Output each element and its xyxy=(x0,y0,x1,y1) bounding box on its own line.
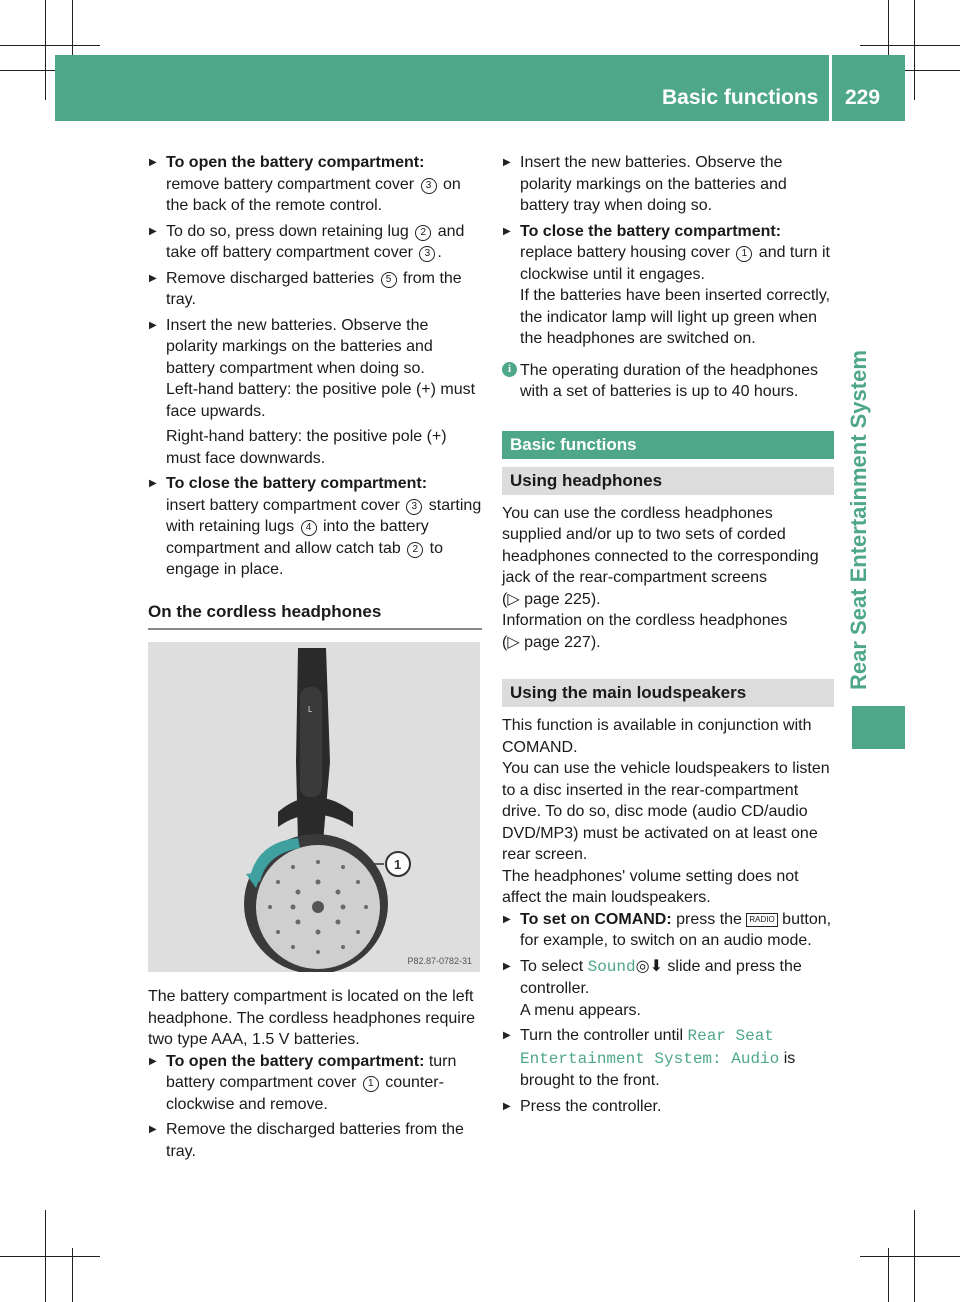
callout-marker: 3 xyxy=(419,246,435,262)
crop-mark xyxy=(860,45,960,46)
step-open-compartment: ▶ To open the battery compartment: remove battery compartment cover 3 on the back of the remote control. xyxy=(148,152,482,217)
step-close-compartment: ▶ To close the battery compartment: insert battery compartment cover 3 starting with retaining lugs 4 into the battery compartment and allow catch tab 2 to engage in place. xyxy=(148,473,482,581)
crop-mark xyxy=(905,70,960,71)
section-heading-basic-functions: Basic functions xyxy=(502,431,834,459)
crop-mark xyxy=(914,1210,915,1302)
chapter-tab xyxy=(852,706,905,749)
crop-mark xyxy=(860,1256,960,1257)
headphone-figure xyxy=(148,642,480,972)
crop-mark xyxy=(45,1210,46,1302)
step-turn-controller: ▶ Turn the controller until Rear Seat Entertainment System: Audio is brought to the front. xyxy=(502,1025,834,1092)
callout-marker: 5 xyxy=(381,272,397,288)
svg-text:1: 1 xyxy=(394,857,402,872)
subheading-main-loudspeakers: Using the main loudspeakers xyxy=(502,679,834,707)
callout-marker: 3 xyxy=(421,178,437,194)
step-press-lug: ▶ To do so, press down retaining lug 2 and take off battery compartment cover 3 . xyxy=(148,221,482,264)
step-insert-new-batteries: ▶ Insert the new batteries. Observe the polarity markings on the batteries and battery tray when doing so. xyxy=(502,152,834,217)
left-column xyxy=(148,152,482,638)
crop-mark xyxy=(0,45,100,46)
step-remove-discharged: ▶ Remove the discharged batteries from the tray. xyxy=(148,1119,482,1162)
left-column-lower: The battery compartment is located on the left headphone. The cordless headphones require two type AAA, 1.5 V batteries. ▶ To open the battery compartment: turn battery compartment cover 1 counter-clockwise and remove. ▶ Remove the discharged batteries from the tray. xyxy=(148,986,482,1166)
controller-icon: ◎⬇ xyxy=(635,957,663,975)
crop-mark xyxy=(888,1248,889,1302)
step-open-headphone-compartment: ▶ To open the battery compartment: turn battery compartment cover 1 counter-clockwise and remove. xyxy=(148,1051,482,1116)
crop-mark xyxy=(72,1248,73,1302)
callout-marker: 4 xyxy=(301,520,317,536)
page-number: 229 xyxy=(845,86,881,109)
subheading-using-headphones: Using headphones xyxy=(502,467,834,495)
info-note: i The operating duration of the headphones with a set of batteries is up to 40 hours. xyxy=(502,360,834,403)
step-select-sound: ▶ To select Sound◎⬇ slide and press the controller. A menu appears. xyxy=(502,956,834,1022)
figure-code: P82.87-0782-31 xyxy=(407,956,472,966)
crop-mark xyxy=(888,0,889,55)
crop-mark xyxy=(45,0,46,100)
step-remove-batteries: ▶ Remove discharged batteries 5 from the tray. xyxy=(148,268,482,311)
callout-marker: 1 xyxy=(363,1076,379,1092)
header-divider xyxy=(829,55,832,121)
crop-mark xyxy=(72,0,73,55)
svg-text:L: L xyxy=(308,705,313,714)
page-title: Basic functions xyxy=(662,86,819,109)
headphone-illustration xyxy=(148,642,480,972)
crop-mark xyxy=(0,1256,100,1257)
step-close-headphone-compartment: ▶ To close the battery compartment: replace battery housing cover 1 and turn it clockwise until it engages. If the batteries have been inserted correctly, the indicator lamp will light up green when the headphones are switched on. xyxy=(502,221,834,350)
radio-button-icon: RADIO xyxy=(746,913,777,927)
callout-marker: 2 xyxy=(407,542,423,558)
info-icon: i xyxy=(502,362,517,377)
callout-marker: 1 xyxy=(736,246,752,262)
step-insert-batteries: ▶ Insert the new batteries. Observe the polarity markings on the batteries and battery compartment when doing so. Left-hand battery: the positive pole (+) must face upwards. Right-hand battery: the positive pole (+) must face downwards. xyxy=(148,315,482,470)
crop-mark xyxy=(914,0,915,100)
section-heading: On the cordless headphones xyxy=(148,601,482,631)
callout-marker: 3 xyxy=(406,499,422,515)
crop-mark xyxy=(0,70,55,71)
step-set-on-comand: ▶ To set on COMAND: press the RADIO button, for example, to switch on an audio mode. xyxy=(502,909,834,952)
right-column: ▶ Insert the new batteries. Observe the polarity markings on the batteries and battery tray when doing so. ▶ To close the battery compartment: replace battery housing cover 1 and turn it clockwise until it engages. If the batteries have been inserted correctly, the indicator lamp will light up green when the headphones are switched on. i The operating duration of the headphones with a set of batteries is up to 40 hours. Basic functions Using headphones You can use the cordless headphones supplied and/or up to two sets of corded headphones connected to the corresponding jack of the rear-compartment screens (▷ page 225). Information on the cordless headphones (▷ page 227). Using the main loudspeakers This function is available in conjunction with COMAND. You can use the vehicle loudspeakers to listen to a disc inserted in the rear-compartment drive. To do so, disc mode (audio CD/audio DVD/MP3) must be activated on at least one rear screen. The headphones' volume setting does not affect the main loudspeakers. ▶ To set on COMAND: press the RADIO button, for example, to switch on an audio mode. ▶ To select Sound◎⬇ slide and press the controller. A menu appears. ▶ Turn the controller until Rear Seat Entertainment System: Audio is brought to the front. ▶ Press the controller. xyxy=(502,152,834,1121)
step-press-controller: ▶ Press the controller. xyxy=(502,1096,834,1118)
callout-marker: 2 xyxy=(415,225,431,241)
